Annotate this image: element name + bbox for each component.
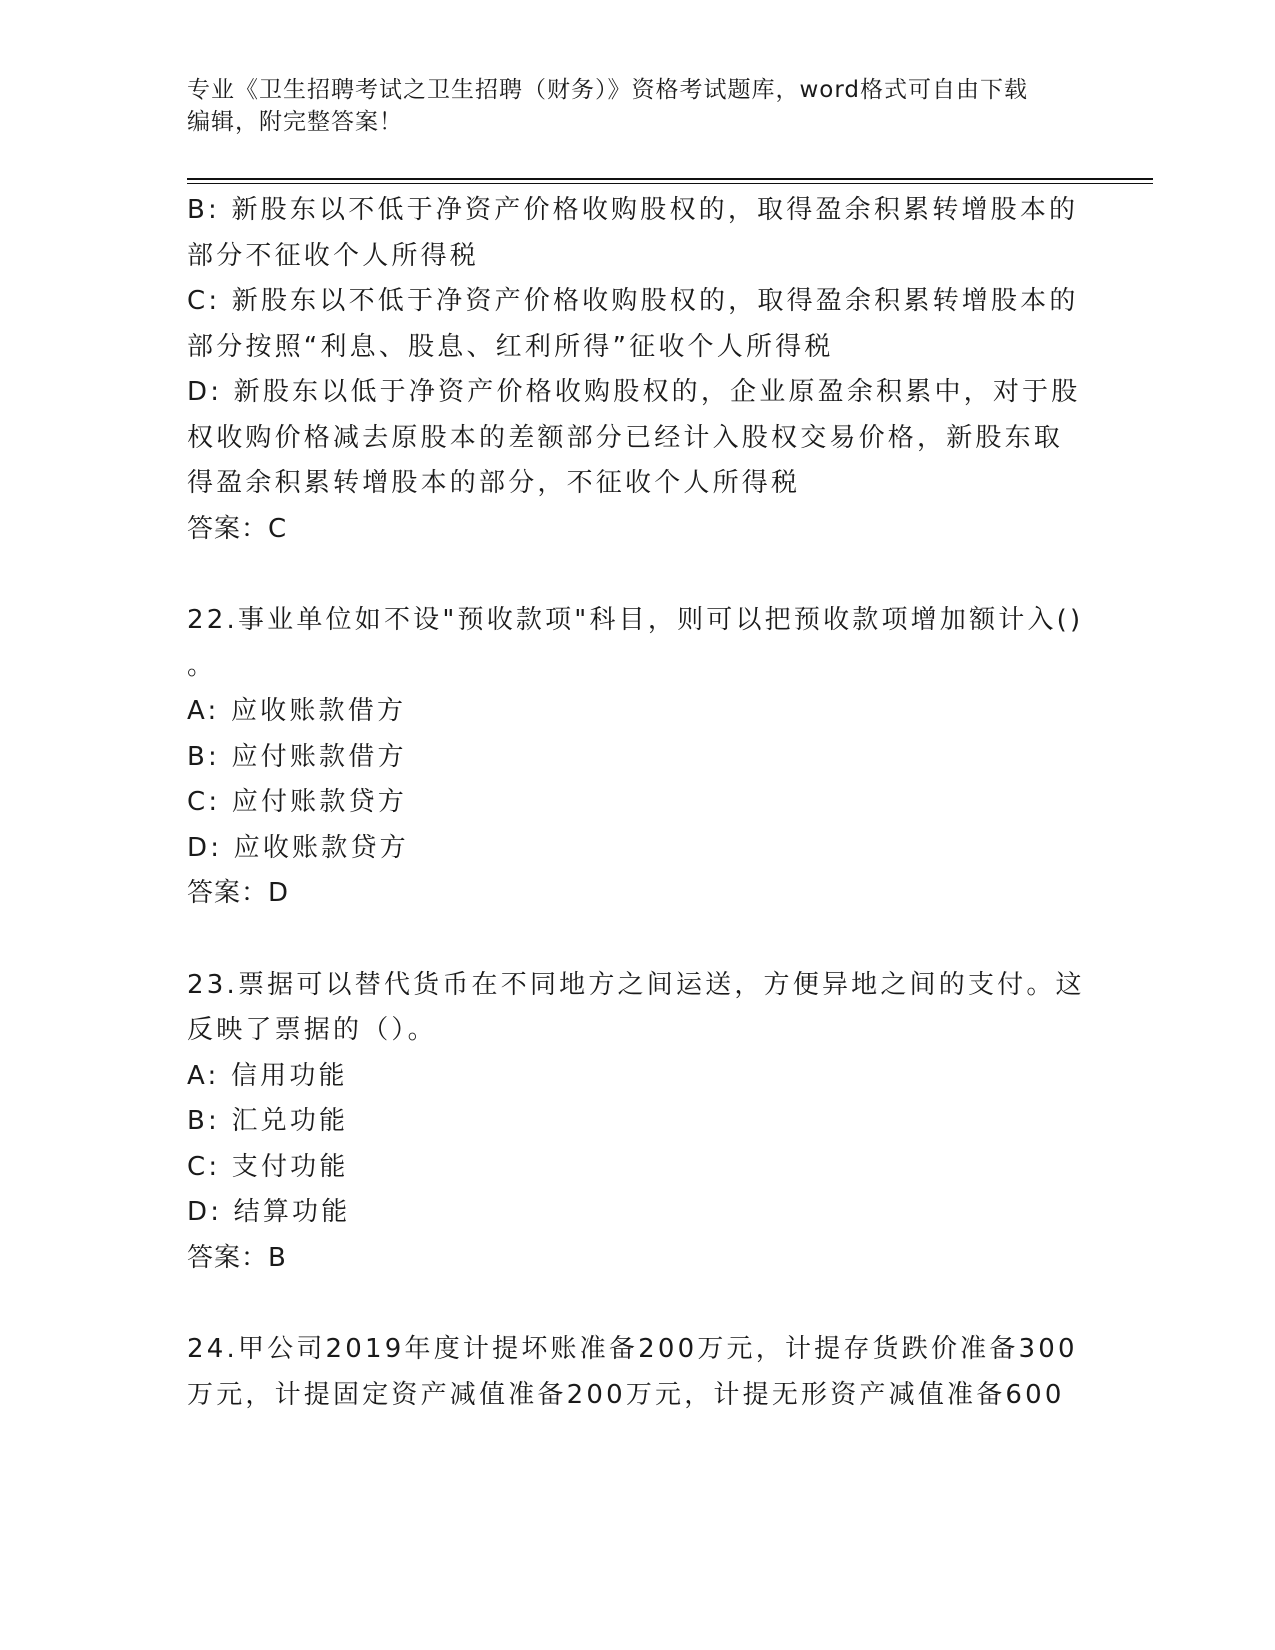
question-23: [187, 963, 1085, 1282]
option-d: [187, 370, 1081, 507]
question-stem-line: 22.事业单位如不设"预收款项"科目，则可以把预收款项增加额计入(): [187, 605, 1084, 635]
header-divider-thick: [187, 178, 1153, 180]
question-content: [187, 188, 1085, 1418]
option-line: 权收购价格减去原股本的差额部分已经计入股权交易价格，新股东取: [187, 422, 1064, 453]
question-22: [187, 598, 1084, 917]
option-d: D: 结算功能: [187, 1197, 351, 1227]
option-line: 得盈余积累转增股本的部分，不征收个人所得税: [187, 468, 801, 498]
spacer: [187, 917, 1067, 963]
question-stem-line: 23.票据可以替代货币在不同地方之间运送，方便异地之间的支付。这: [187, 969, 1085, 1000]
question-stem-line: 。: [187, 650, 217, 681]
option-line: B: 新股东以不低于净资产价格收购股权的，取得盈余积累转增股本的: [187, 195, 1079, 225]
option-c: [187, 279, 1079, 370]
question-stem-line: 24.甲公司2019年度计提坏账准备200万元，计提存货跌价准备300: [187, 1334, 1078, 1364]
answer-label: 答案：C: [187, 513, 288, 544]
option-d: D: 应收账款贷方: [187, 832, 409, 863]
option-b: [187, 188, 1079, 279]
header-line-1: 专业《卫生招聘考试之卫生招聘（财务）》资格考试题库，word格式可自由下载: [187, 77, 1029, 103]
question-21-continuation: [187, 188, 1081, 552]
answer-label: 答案：B: [187, 1242, 287, 1273]
header-divider-thin: [187, 183, 1153, 184]
option-b: B: 应付账款借方: [187, 741, 407, 772]
spacer: [187, 1281, 1067, 1327]
document-header: [187, 74, 1067, 138]
spacer: [187, 552, 1067, 598]
option-line: D: 新股东以低于净资产价格收购股权的，企业原盈余积累中，对于股: [187, 377, 1081, 407]
question-stem-line: 反映了票据的（）。: [187, 1015, 437, 1045]
option-c: C: 支付功能: [187, 1151, 349, 1182]
option-line: C: 新股东以不低于净资产价格收购股权的，取得盈余积累转增股本的: [187, 286, 1079, 316]
answer-label: 答案：D: [187, 878, 290, 908]
question-24: [187, 1327, 1078, 1418]
option-line: 部分不征收个人所得税: [187, 240, 480, 271]
header-line-2: 编辑，附完整答案！: [187, 109, 403, 135]
option-line: 部分按照“利息、股息、红利所得”征收个人所得税: [187, 331, 834, 362]
option-a: A: 应收账款借方: [187, 696, 407, 726]
option-a: A: 信用功能: [187, 1060, 348, 1091]
option-b: B: 汇兑功能: [187, 1106, 349, 1136]
option-c: C: 应付账款贷方: [187, 787, 407, 817]
question-stem-line: 万元，计提固定资产减值准备200万元，计提无形资产减值准备600: [187, 1379, 1065, 1410]
